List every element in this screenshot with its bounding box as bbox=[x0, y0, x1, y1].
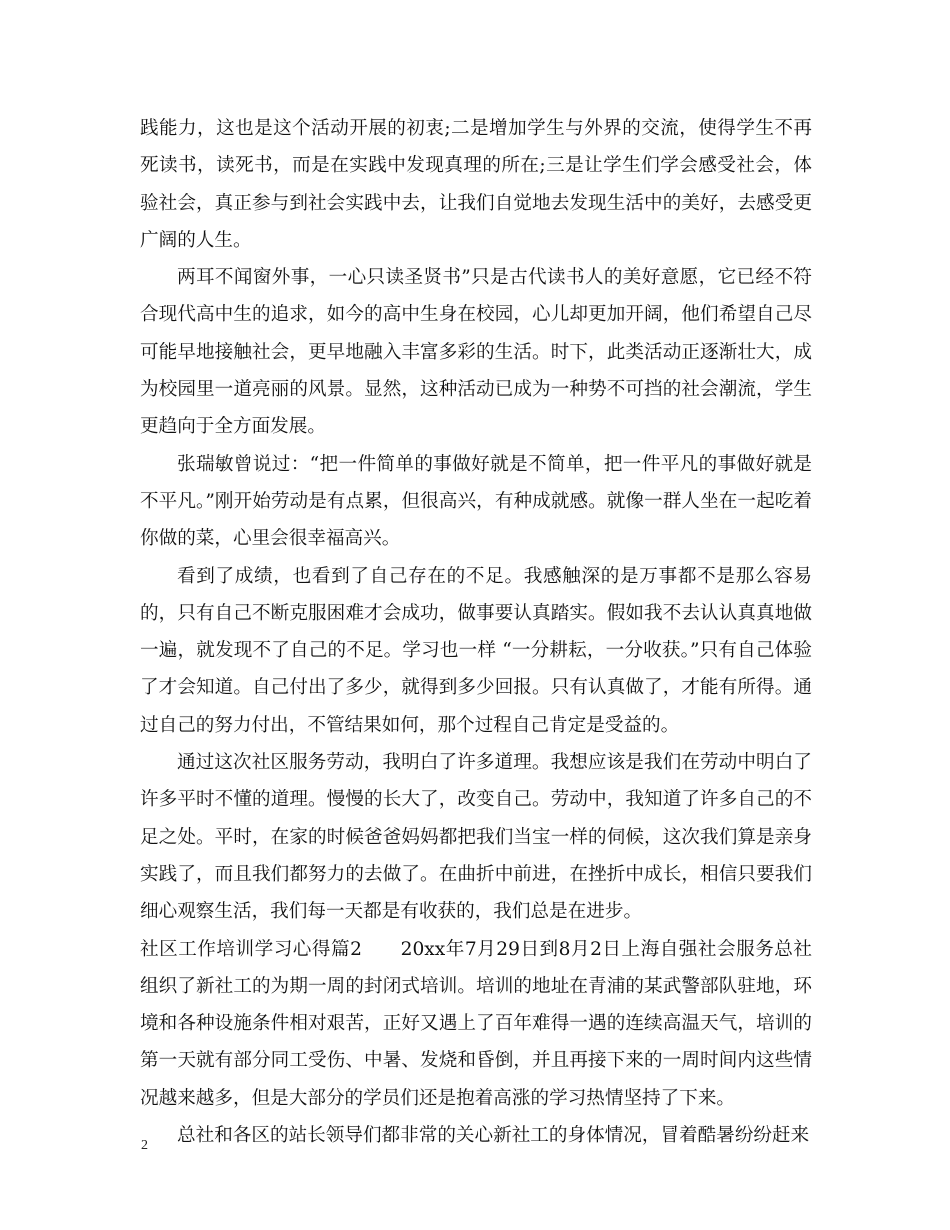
page-number: 2 bbox=[141, 1138, 148, 1153]
paragraph: 张瑞敏曾说过：“把一件简单的事做好就是不简单，把一件平凡的事做好就是不平凡。”刚开始劳动是有点累，但很高兴，有种成就感。就像一群人坐在一起吃着你做的菜，心里会很幸福高兴。 bbox=[140, 453, 812, 550]
document-body bbox=[140, 110, 812, 1154]
paragraph: 践能力，这也是这个活动开展的初衷;二是增加学生与外界的交流，使得学生不再死读书，读死书，而是在实践中发现真理的所在;三是让学生们学会感受社会，体验社会，真正参与到社会实践中去，让我们自觉地去发现生活中的美好，去感受更广阔的人生。 bbox=[140, 118, 812, 251]
paragraph: 社区工作培训学习心得篇2 20xx年7月29日到8月2日上海自强社会服务总社组织了新社工的为期一周的封闭式培训。培训的地址在青浦的某武警部队驻地，环境和各种设施条件相对艰苦，正好又遇上了百年难得一遇的连续高温天气，培训的第一天就有部分同工受伤、中暑、发烧和昏倒，并且再接下来的一周时间内这些情况越来越多，但是大部分的学员们还是抱着高涨的学习热情坚持了下来。 bbox=[140, 938, 812, 1109]
paragraph: 总社和各区的站长领导们都非常的关心新社工的身体情况，冒着酷暑纷纷赶来 bbox=[177, 1125, 810, 1147]
paragraph: 两耳不闻窗外事，一心只读圣贤书”只是古代读书人的美好意愿，它已经不符合现代高中生的追求，如今的高中生身在校园，心儿却更加开阔，他们希望自己尽可能早地接触社会，更早地融入丰富多彩的生活。时下，此类活动正逐渐壮大，成为校园里一道亮丽的风景。显然，这种活动已成为一种势不可挡的社会潮流，学生更趋向于全方面发展。 bbox=[140, 267, 812, 438]
paragraph: 看到了成绩，也看到了自己存在的不足。我感触深的是万事都不是那么容易的，只有自己不断克服困难才会成功，做事要认真踏实。假如我不去认认真真地做一遍，就发现不了自己的不足。学习也一样 “一分耕耘，一分收获。”只有自己体验了才会知道。自己付出了多少，就得到多少回报。只有认真做了，才能有所得。通过自己的努力付出，不管结果如何，那个过程自己肯定是受益的。 bbox=[140, 565, 812, 736]
paragraph: 通过这次社区服务劳动，我明白了许多道理。我想应该是我们在劳动中明白了许多平时不懂的道理。慢慢的长大了，改变自己。劳动中，我知道了许多自己的不足之处。平时，在家的时候爸爸妈妈都把我们当宝一样的伺候，这次我们算是亲身实践了，而且我们都努力的去做了。在曲折中前进，在挫折中成长，相信只要我们细心观察生活，我们每一天都是有收获的，我们总是在进步。 bbox=[140, 752, 812, 923]
